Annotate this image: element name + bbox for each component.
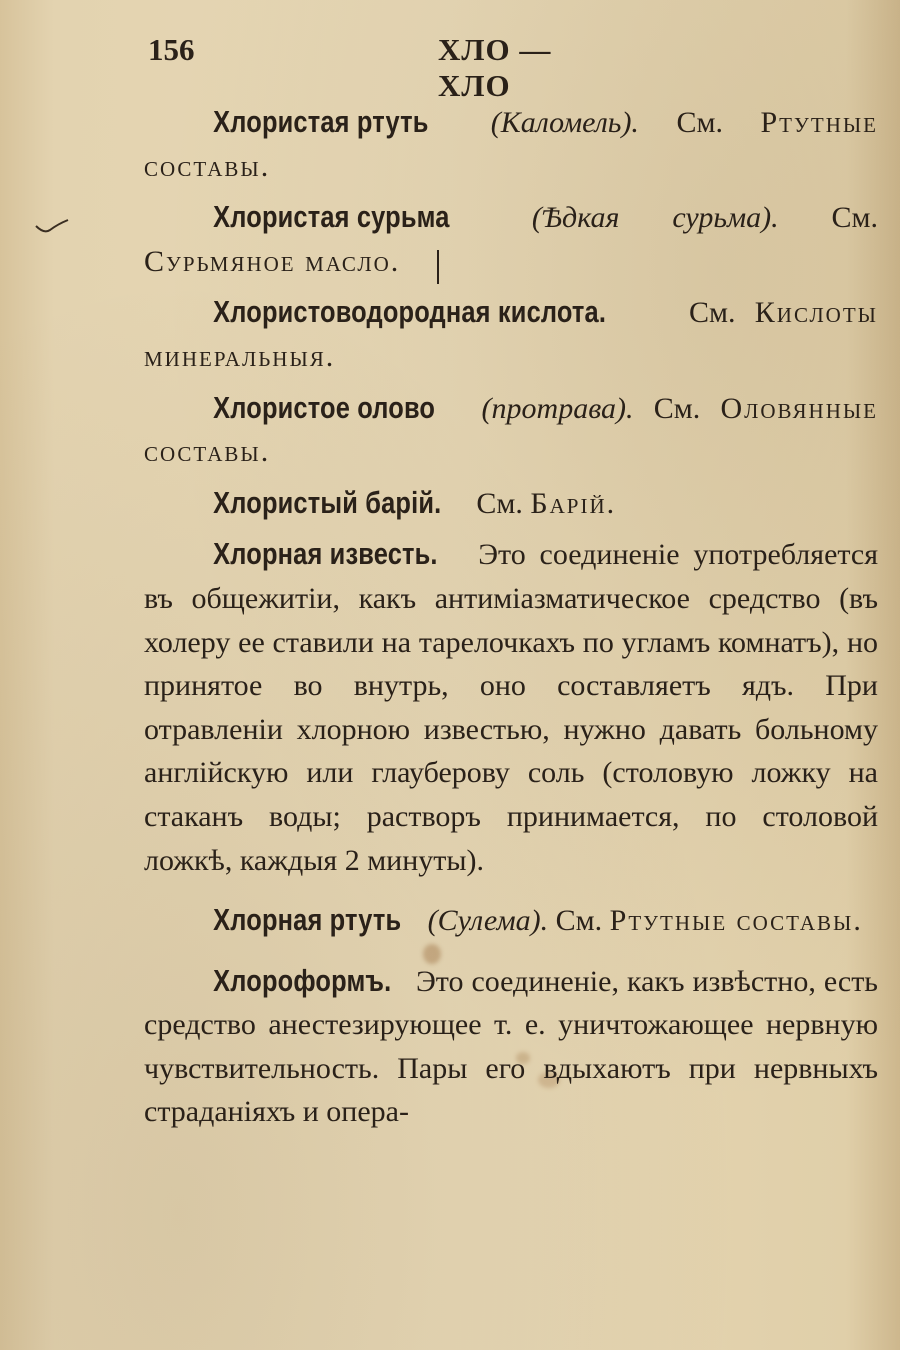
margin-tick-mark-icon (34, 216, 70, 240)
see-label: См. (476, 486, 523, 520)
dictionary-entry (144, 481, 878, 526)
page-header (148, 32, 628, 103)
dictionary-entry (144, 290, 878, 378)
see-label: См. (653, 391, 701, 425)
entry-synonym: (протрава). (481, 391, 634, 425)
page-number: 156 (148, 32, 195, 67)
entry-synonym: (Сулема). (427, 904, 549, 938)
dictionary-entry (144, 100, 878, 188)
cross-reference: Оловянные составы. (144, 391, 878, 469)
see-label: См. (555, 904, 603, 938)
entry-synonym: (Каломель). (490, 106, 639, 139)
entry-term: Хлорная известь. (213, 536, 438, 572)
cross-reference: Барій. (530, 486, 617, 520)
entry-term: Хлористая ртуть (213, 104, 429, 139)
see-label: См. (676, 106, 723, 139)
dictionary-entry (144, 386, 878, 474)
entry-text: Это соединеніе употребляется въ общежитіи, какъ антиміазматическое средство (въ холеру ее ставили на тарелочкахъ по угламъ комнатъ), но принятое во внутрь, оно составляетъ ядъ. При отравленіи хлорною известью, нужно давать больному англійскую или глауберову соль (столовую ложку на стаканъ воды; растворъ принимается, по столовой ложкѣ, каждыя 2 минуты). (144, 538, 878, 877)
entry-term: Хлороформъ. (213, 962, 392, 998)
see-label: См. (831, 201, 879, 235)
entry-term: Хлористый барій. (213, 484, 442, 520)
entry-term: Хлористоводородная кислота. (213, 294, 607, 330)
dictionary-entry (144, 532, 878, 882)
cross-reference: Сурьмяное масло. (144, 244, 401, 278)
running-head: ХЛО — ХЛО (438, 32, 552, 103)
dictionary-entries (144, 100, 878, 1141)
dictionary-entry (144, 195, 878, 283)
cross-reference: Ртутные составы. (144, 106, 879, 183)
see-label: См. (689, 296, 736, 330)
entry-term: Хлористое олово (213, 389, 436, 425)
dictionary-entry (144, 898, 878, 943)
entry-term: Хлорная ртуть (213, 902, 402, 938)
dictionary-entry (144, 959, 878, 1134)
entry-synonym: (Ѣдкая сурьма). (531, 201, 779, 235)
cross-reference: Ртутные составы. (609, 904, 863, 938)
entry-text: Это соединеніе, какъ извѣстно, есть средство анестезирующее т. е. уничтожающее нервную чувствительность. Пары его вдыхаютъ при нервныхъ страданіяхъ и опера- (144, 964, 878, 1129)
entry-term: Хлористая сурьма (213, 199, 450, 235)
cross-reference: Кислоты минеральныя. (144, 296, 878, 373)
